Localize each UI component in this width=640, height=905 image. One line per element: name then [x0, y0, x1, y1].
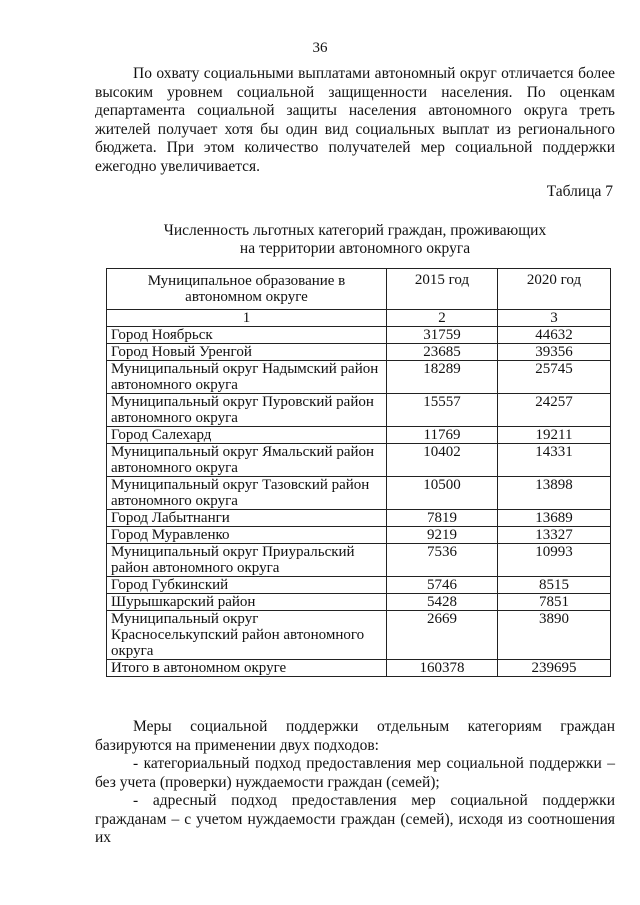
table-label: Таблица 7 [546, 183, 613, 200]
table-row [107, 394, 611, 427]
table-row [107, 510, 611, 527]
table-row [107, 477, 611, 510]
municipality-cell: Город Губкинский [107, 577, 387, 594]
value-2015-cell: 2669 [387, 611, 498, 660]
column-number: 1 [107, 310, 387, 327]
value-2020-cell: 3890 [498, 611, 611, 660]
municipality-cell: Муниципальный округ Красноселькупский район автономного округа [107, 611, 387, 660]
total-label: Итого в автономном округе [107, 660, 387, 677]
header-2015: 2015 год [387, 269, 498, 310]
value-2015-cell: 18289 [387, 361, 498, 394]
header-municipality: Муниципальное образование в автономном округе [107, 269, 387, 310]
table-row [107, 361, 611, 394]
municipality-cell: Муниципальный округ Тазовский район автономного округа [107, 477, 387, 510]
municipality-cell: Муниципальный округ Пуровский район автономного округа [107, 394, 387, 427]
value-2015-cell: 11769 [387, 427, 498, 444]
municipality-cell: Муниципальный округ Надымский район автономного округа [107, 361, 387, 394]
value-2015-cell: 9219 [387, 527, 498, 544]
municipality-cell: Муниципальный округ Ямальский район автономного округа [107, 444, 387, 477]
value-2020-cell: 44632 [498, 327, 611, 344]
value-2020-cell: 25745 [498, 361, 611, 394]
municipality-cell: Город Муравленко [107, 527, 387, 544]
table-title-line1: Численность льготных категорий граждан, проживающих [163, 222, 547, 239]
value-2020-cell: 19211 [498, 427, 611, 444]
value-2020-cell: 10993 [498, 544, 611, 577]
value-2015-cell: 31759 [387, 327, 498, 344]
closing-paragraph-3: - адресный подход предоставления мер социальной поддержки гражданам – с учетом нуждаемости граждан (семей), исходя из соотношения их [95, 792, 615, 846]
table-row [107, 527, 611, 544]
value-2020-cell: 13689 [498, 510, 611, 527]
total-2020: 239695 [498, 660, 611, 677]
table-row [107, 544, 611, 577]
value-2020-cell: 39356 [498, 344, 611, 361]
municipality-cell: Шурышкарский район [107, 594, 387, 611]
closing-paragraph-2: - категориальный подход предоставления мер социальной поддержки – без учета (проверки) нуждаемости граждан (семей); [95, 755, 615, 791]
municipality-cell: Город Лабытнанги [107, 510, 387, 527]
municipality-cell: Город Новый Уренгой [107, 344, 387, 361]
value-2020-cell: 13898 [498, 477, 611, 510]
value-2020-cell: 7851 [498, 594, 611, 611]
table-row [107, 427, 611, 444]
table-header-row [107, 269, 611, 310]
value-2015-cell: 5428 [387, 594, 498, 611]
closing-text [95, 718, 615, 848]
column-number: 3 [498, 310, 611, 327]
value-2015-cell: 15557 [387, 394, 498, 427]
value-2015-cell: 5746 [387, 577, 498, 594]
column-number: 2 [387, 310, 498, 327]
table-row [107, 594, 611, 611]
table-row [107, 344, 611, 361]
table-row [107, 327, 611, 344]
value-2020-cell: 13327 [498, 527, 611, 544]
table-title-line2: на территории автономного округа [239, 240, 471, 257]
value-2015-cell: 7819 [387, 510, 498, 527]
municipality-cell: Муниципальный округ Приуральский район автономного округа [107, 544, 387, 577]
value-2015-cell: 10500 [387, 477, 498, 510]
intro-paragraph: По охвату социальными выплатами автономный округ отличается более высоким уровнем социальной защищенности населения. По оценкам департамента социальной защиты населения автономного округа треть жителей получает хотя бы один вид социальных выплат из регионального бюджета. При этом количество получателей мер социальной поддержки ежегодно увеличивается. [95, 65, 615, 175]
table-title [95, 222, 615, 258]
value-2015-cell: 7536 [387, 544, 498, 577]
municipality-cell: Город Салехард [107, 427, 387, 444]
municipality-cell: Город Ноябрьск [107, 327, 387, 344]
table-row [107, 611, 611, 660]
value-2020-cell: 8515 [498, 577, 611, 594]
value-2020-cell: 24257 [498, 394, 611, 427]
beneficiaries-table [106, 268, 611, 677]
value-2015-cell: 23685 [387, 344, 498, 361]
page-number: 36 [312, 40, 328, 56]
value-2020-cell: 14331 [498, 444, 611, 477]
total-row [107, 660, 611, 677]
table-row [107, 444, 611, 477]
total-2015: 160378 [387, 660, 498, 677]
header-2020: 2020 год [498, 269, 611, 310]
column-number-row [107, 310, 611, 327]
closing-paragraph-1: Меры социальной поддержки отдельным категориям граждан базируются на применении двух подходов: [95, 718, 615, 754]
value-2015-cell: 10402 [387, 444, 498, 477]
table-row [107, 577, 611, 594]
